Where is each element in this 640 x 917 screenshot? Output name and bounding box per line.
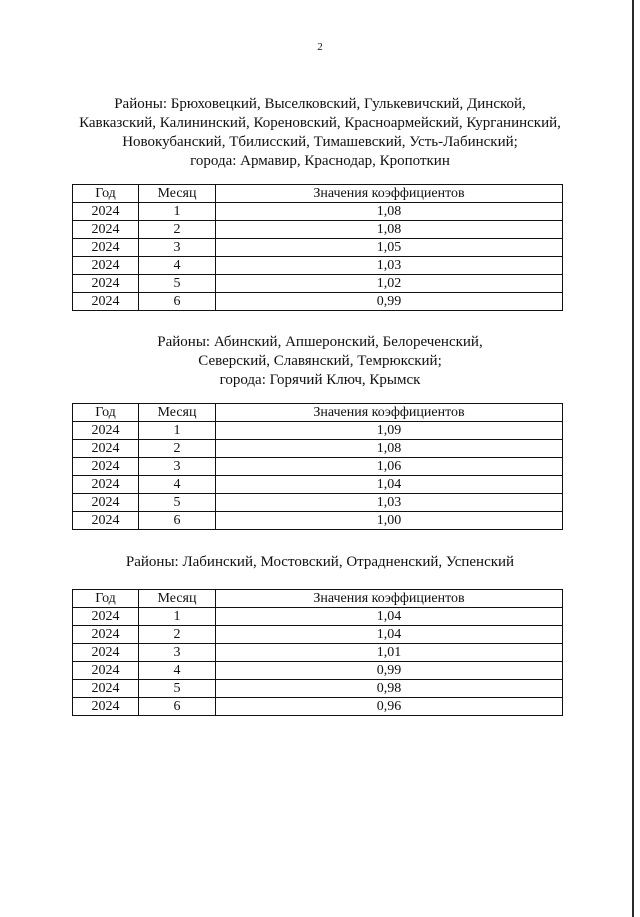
cell-value: 1,00	[216, 512, 563, 530]
cell-year: 2024	[73, 494, 139, 512]
cell-year: 2024	[73, 239, 139, 257]
cell-month: 4	[139, 476, 216, 494]
section-2-caption	[40, 333, 600, 390]
header-value: Значения коэффициентов	[216, 404, 563, 422]
table-row	[73, 221, 563, 239]
cell-value: 1,06	[216, 458, 563, 476]
cell-month: 2	[139, 626, 216, 644]
cell-month: 3	[139, 239, 216, 257]
cell-value: 1,04	[216, 626, 563, 644]
caption-line: Кавказский, Калининский, Кореновский, Красноармейский, Курганинский,	[79, 115, 561, 131]
table-row	[73, 698, 563, 716]
table-row	[73, 626, 563, 644]
cell-year: 2024	[73, 221, 139, 239]
cell-month: 5	[139, 680, 216, 698]
page-number: 2	[317, 41, 323, 53]
table-row	[73, 494, 563, 512]
cell-month: 5	[139, 494, 216, 512]
cell-year: 2024	[73, 293, 139, 311]
cell-year: 2024	[73, 662, 139, 680]
section-1-caption	[40, 95, 600, 171]
cell-year: 2024	[73, 680, 139, 698]
cell-year: 2024	[73, 440, 139, 458]
cell-value: 1,01	[216, 644, 563, 662]
table-header-row	[73, 404, 563, 422]
cell-month: 6	[139, 698, 216, 716]
cell-year: 2024	[73, 257, 139, 275]
table-row	[73, 257, 563, 275]
table-row	[73, 644, 563, 662]
header-year: Год	[73, 590, 139, 608]
cell-year: 2024	[73, 203, 139, 221]
table-row	[73, 422, 563, 440]
cell-value: 0,98	[216, 680, 563, 698]
header-value: Значения коэффициентов	[216, 590, 563, 608]
header-value: Значения коэффициентов	[216, 185, 563, 203]
table-row	[73, 293, 563, 311]
cell-month: 1	[139, 422, 216, 440]
cell-year: 2024	[73, 275, 139, 293]
cell-month: 4	[139, 662, 216, 680]
cell-year: 2024	[73, 476, 139, 494]
cell-year: 2024	[73, 626, 139, 644]
caption-line: Районы: Лабинский, Мостовский, Отрадненский, Успенский	[125, 554, 515, 570]
cell-month: 3	[139, 644, 216, 662]
cell-value: 1,08	[216, 203, 563, 221]
header-month: Месяц	[139, 404, 216, 422]
table-row	[73, 662, 563, 680]
cell-value: 1,08	[216, 440, 563, 458]
cell-month: 2	[139, 221, 216, 239]
cell-value: 0,99	[216, 662, 563, 680]
cell-value: 1,03	[216, 494, 563, 512]
cell-value: 0,99	[216, 293, 563, 311]
header-year: Год	[73, 404, 139, 422]
cell-month: 1	[139, 203, 216, 221]
section-1-table	[72, 184, 563, 311]
cell-value: 1,04	[216, 608, 563, 626]
cell-year: 2024	[73, 698, 139, 716]
cell-month: 6	[139, 512, 216, 530]
cell-month: 5	[139, 275, 216, 293]
cell-value: 1,03	[216, 257, 563, 275]
caption-line: Северский, Славянский, Темрюкский;	[198, 353, 442, 369]
header-month: Месяц	[139, 590, 216, 608]
caption-line: Районы: Брюховецкий, Выселковский, Гулькевичский, Динской,	[114, 96, 526, 112]
header-year: Год	[73, 185, 139, 203]
table-row	[73, 512, 563, 530]
cell-month: 4	[139, 257, 216, 275]
caption-line: Районы: Абинский, Апшеронский, Белореченский,	[157, 334, 483, 350]
table-row	[73, 680, 563, 698]
table-row	[73, 203, 563, 221]
table-row	[73, 239, 563, 257]
table-row	[73, 458, 563, 476]
cell-year: 2024	[73, 422, 139, 440]
cell-value: 1,02	[216, 275, 563, 293]
cell-month: 6	[139, 293, 216, 311]
table-row	[73, 608, 563, 626]
caption-line: города: Горячий Ключ, Крымск	[219, 372, 421, 388]
section-2-table	[72, 403, 563, 530]
table-row	[73, 476, 563, 494]
cell-year: 2024	[73, 512, 139, 530]
table-row	[73, 440, 563, 458]
table-row	[73, 275, 563, 293]
cell-year: 2024	[73, 608, 139, 626]
cell-month: 3	[139, 458, 216, 476]
table-header-row	[73, 185, 563, 203]
cell-value: 0,96	[216, 698, 563, 716]
cell-value: 1,08	[216, 221, 563, 239]
cell-value: 1,09	[216, 422, 563, 440]
cell-value: 1,04	[216, 476, 563, 494]
section-3-table	[72, 589, 563, 716]
cell-value: 1,05	[216, 239, 563, 257]
cell-month: 2	[139, 440, 216, 458]
cell-month: 1	[139, 608, 216, 626]
page-edge-line	[632, 0, 634, 917]
section-3-caption	[40, 553, 600, 572]
cell-year: 2024	[73, 458, 139, 476]
header-month: Месяц	[139, 185, 216, 203]
caption-line: Новокубанский, Тбилисский, Тимашевский, Усть-Лабинский;	[122, 134, 518, 150]
caption-line: города: Армавир, Краснодар, Кропоткин	[190, 153, 450, 169]
cell-year: 2024	[73, 644, 139, 662]
table-header-row	[73, 590, 563, 608]
